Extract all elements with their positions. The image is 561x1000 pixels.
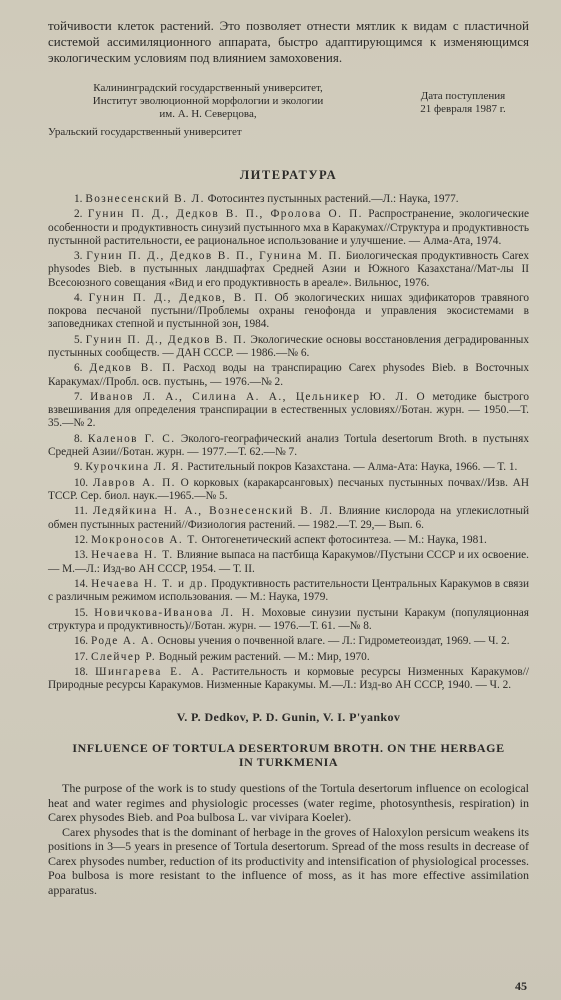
reference-number: 18. <box>74 665 89 678</box>
reference-text: Распространение, экологические особенности и продуктивность синузий пустынного мха в Каракумах//Структура и продуктивность пустынной растительности, ее рациональное использование и улучшение. — Алма-Ата, 1974. <box>48 208 530 247</box>
reference-text: Продуктивность растительности Центральных Каракумов в связи с различным режимом использования. — М.: Наука, 1979. <box>48 577 530 604</box>
reference-item <box>48 505 529 531</box>
affiliation-block <box>48 82 529 142</box>
abstract-paragraph: The purpose of the work is to study questions of the Tortula desertorum influence on ecological heat and water regimes and physiologic processes (water regime, photosynthesis, respiration) in Carex physodes Bieb. and Poa bulbosa L. var vivipara Koeler). <box>48 781 529 825</box>
reference-author: Шингарева Е. А. <box>95 665 205 678</box>
reference-number: 14. <box>74 577 89 590</box>
reference-author: Лавров А. П. <box>92 476 176 489</box>
reference-item <box>48 635 529 648</box>
reference-item <box>48 193 529 206</box>
reference-item <box>48 250 529 290</box>
reference-number: 1. <box>74 193 83 205</box>
reference-author: Гунин П. Д., Дедков В. П., Фролова О. П. <box>87 208 363 221</box>
reference-text: Растительный покров Казахстана. — Алма-Ата: Наука, 1966. — Т. 1. <box>184 461 518 474</box>
reference-author: Ледяйкина Н. А., Вознесенский В. Л. <box>92 505 334 518</box>
received-date <box>403 90 523 116</box>
reference-number: 11. <box>74 505 88 518</box>
reference-author: Новичкова-Иванова Л. Н. <box>94 606 256 619</box>
reference-text: Эколого-географический анализ Tortula desertorum Broth. в пустынях Средней Азии//Ботан. журн. — 1977.—Т. 62.—№ 7. <box>48 432 530 458</box>
reference-item <box>48 292 529 332</box>
reference-text: Онтогенетический аспект фотосинтеза. — М.: Наука, 1981. <box>198 533 487 546</box>
reference-item <box>48 549 529 575</box>
reference-number: 4. <box>74 291 83 304</box>
reference-text: Влияние выпаса на пастбища Каракумов//Пустыни СССР и их освоение. — М.—Л.: Изд-во АН СССР, 1954. — Т. II. <box>48 549 529 575</box>
english-title <box>48 741 529 769</box>
reference-text: Моховые синузии пустыни Каракум (популяционная структура и продуктивность)//Ботан. журн. — 1976.—Т. 61. —№ 8. <box>48 606 529 632</box>
reference-text: Об экологических нишах эдификаторов травяного покрова песчаной пустыни//Проблемы охраны генофонда и управления экосистемами в заповедниках степной и пустынной зон, 1984. <box>48 291 529 331</box>
received-date-label: Дата поступления <box>420 90 506 102</box>
reference-number: 8. <box>74 432 83 445</box>
reference-text: Водный режим растений. — М.: Мир, 1970. <box>156 650 370 663</box>
reference-number: 10. <box>74 476 89 489</box>
reference-author: Иванов Л. А., Силина А. А., Цельникер Ю. Л. <box>90 390 409 403</box>
reference-number: 17. <box>74 650 89 663</box>
reference-text: Влияние кислорода на углекислотный обмен пустынных растений//Физиология растений. — 1982.—Т. 29,— Вып. 6. <box>48 505 529 531</box>
reference-list <box>48 193 529 692</box>
page-number: 45 <box>515 979 527 993</box>
affiliation-line: Институт эволюционной морфологии и экологии <box>92 95 324 107</box>
reference-text: Фотосинтез пустынных растений.—Л.: Наука, 1977. <box>204 193 459 205</box>
reference-number: 6. <box>74 362 83 375</box>
reference-author: Нечаева Н. Т. <box>91 549 174 562</box>
reference-item <box>48 208 529 248</box>
abstract-paragraph: Carex physodes that is the dominant of herbage in the groves of Haloxylon persicum weakens its positions in 3—5 years in presence of Tortula desertorum. Spread of the moss results in decrease of Carex physodes number, reduction of its productivity and intensification of physiological processes. Poa bulbosa is more resistant to the influence of moss, as it has more effective assimilation apparatus. <box>48 824 529 897</box>
reference-text: Основы учения о почвенной влаге. — Л.: Гидрометеоиздат, 1969. — Ч. 2. <box>154 635 510 648</box>
continued-paragraph: тойчивости клеток растений. Это позволяет отнести мятлик к видам с пластичной системой ассимиляционного аппарата, быстро адаптирующимся к изменяющимся экологическим условиям под влиянием замоховения. <box>48 18 529 65</box>
reference-item <box>48 534 529 547</box>
reference-text: Биологическая продуктивность Carex physodes Bieb. в пустынных ландшафтах Средней Азии и Южного Казахстана//Мат-лы II Всесоюзного совещания «Вид и его продуктивность в ареале». Вильнюс, 1976. <box>48 250 530 289</box>
english-title-line: INFLUENCE OF TORTULA DESERTORUM BROTH. ON THE HERBAGE <box>72 741 505 756</box>
reference-author: Гунин П. Д., Дедков, В. П. <box>88 291 269 304</box>
affiliation-line: им. А. Н. Северцова, <box>159 108 257 120</box>
reference-author: Курочкина Л. Я. <box>85 461 185 474</box>
reference-item <box>48 433 529 459</box>
english-title-line: IN TURKMENIA <box>238 755 339 770</box>
english-authors: V. P. Dedkov, P. D. Gunin, V. I. P'yankov <box>176 710 401 725</box>
reference-number: 15. <box>74 606 89 619</box>
reference-number: 5. <box>74 333 83 346</box>
received-date-value: 21 февраля 1987 г. <box>420 103 506 115</box>
reference-item <box>48 651 529 664</box>
reference-item <box>48 334 529 360</box>
reference-item <box>48 391 529 431</box>
reference-number: 12. <box>74 533 89 546</box>
reference-number: 7. <box>74 390 83 403</box>
reference-text: О корковых (каракарсанговых) песчаных пустынных почвах//Изв. АН ТССР. Сер. биол. наук.—1965.—№ 5. <box>48 476 530 502</box>
reference-author: Нечаева Н. Т. и др. <box>91 577 209 590</box>
reference-author: Мокроносов А. Т. <box>90 533 199 546</box>
affiliation-line: Калининградский государственный университет, <box>93 82 323 94</box>
reference-text: Экологические основы восстановления деградированных пустынных сообществ. — ДАН СССР. — 1986.—№ 6. <box>48 333 529 359</box>
reference-author: Каленов Г. С. <box>87 432 176 445</box>
reference-number: 9. <box>74 461 83 474</box>
reference-item <box>48 607 529 633</box>
reference-text: О методике быстрого взвешивания для определения транспирации в естественных условиях//Ботан. журн. — 1950.—Т. 35.—№ 2. <box>48 390 529 430</box>
reference-author: Гунин П. Д., Дедков В. П., Гунина М. П. <box>86 250 343 263</box>
reference-item <box>48 578 529 604</box>
reference-number: 13. <box>74 549 89 562</box>
reference-author: Слейчер Р. <box>90 650 157 663</box>
reference-number: 16. <box>74 635 89 648</box>
affiliation-institutions <box>58 82 358 121</box>
reference-item <box>48 666 529 692</box>
reference-text: Растительность и кормовые ресурсы Низменных Каракумов//Природные ресурсы Каракумов. Низменные Каракумы. М.—Л.: Изд-во АН СССР, 1940. — Ч. 2. <box>48 665 530 692</box>
english-abstract <box>48 781 529 897</box>
reference-author: Дедков В. П. <box>89 362 177 375</box>
reference-item <box>48 362 529 388</box>
literature-heading: ЛИТЕРАТУРА <box>239 168 338 182</box>
reference-number: 3. <box>74 250 83 263</box>
reference-text: Расход воды на транспирацию Carex physodes Bieb. в Восточных Каракумах//Пробл. осв. пустынь, — 1976.—№ 2. <box>48 362 529 388</box>
reference-author: Вознесенский В. Л. <box>85 193 205 205</box>
reference-author: Гунин П. Д., Дедков В. П. <box>85 333 248 346</box>
reference-item <box>48 461 529 474</box>
affiliation-ural: Уральский государственный университет <box>48 126 242 138</box>
reference-number: 2. <box>74 208 83 221</box>
reference-item <box>48 477 529 503</box>
reference-author: Роде А. А. <box>90 635 155 648</box>
